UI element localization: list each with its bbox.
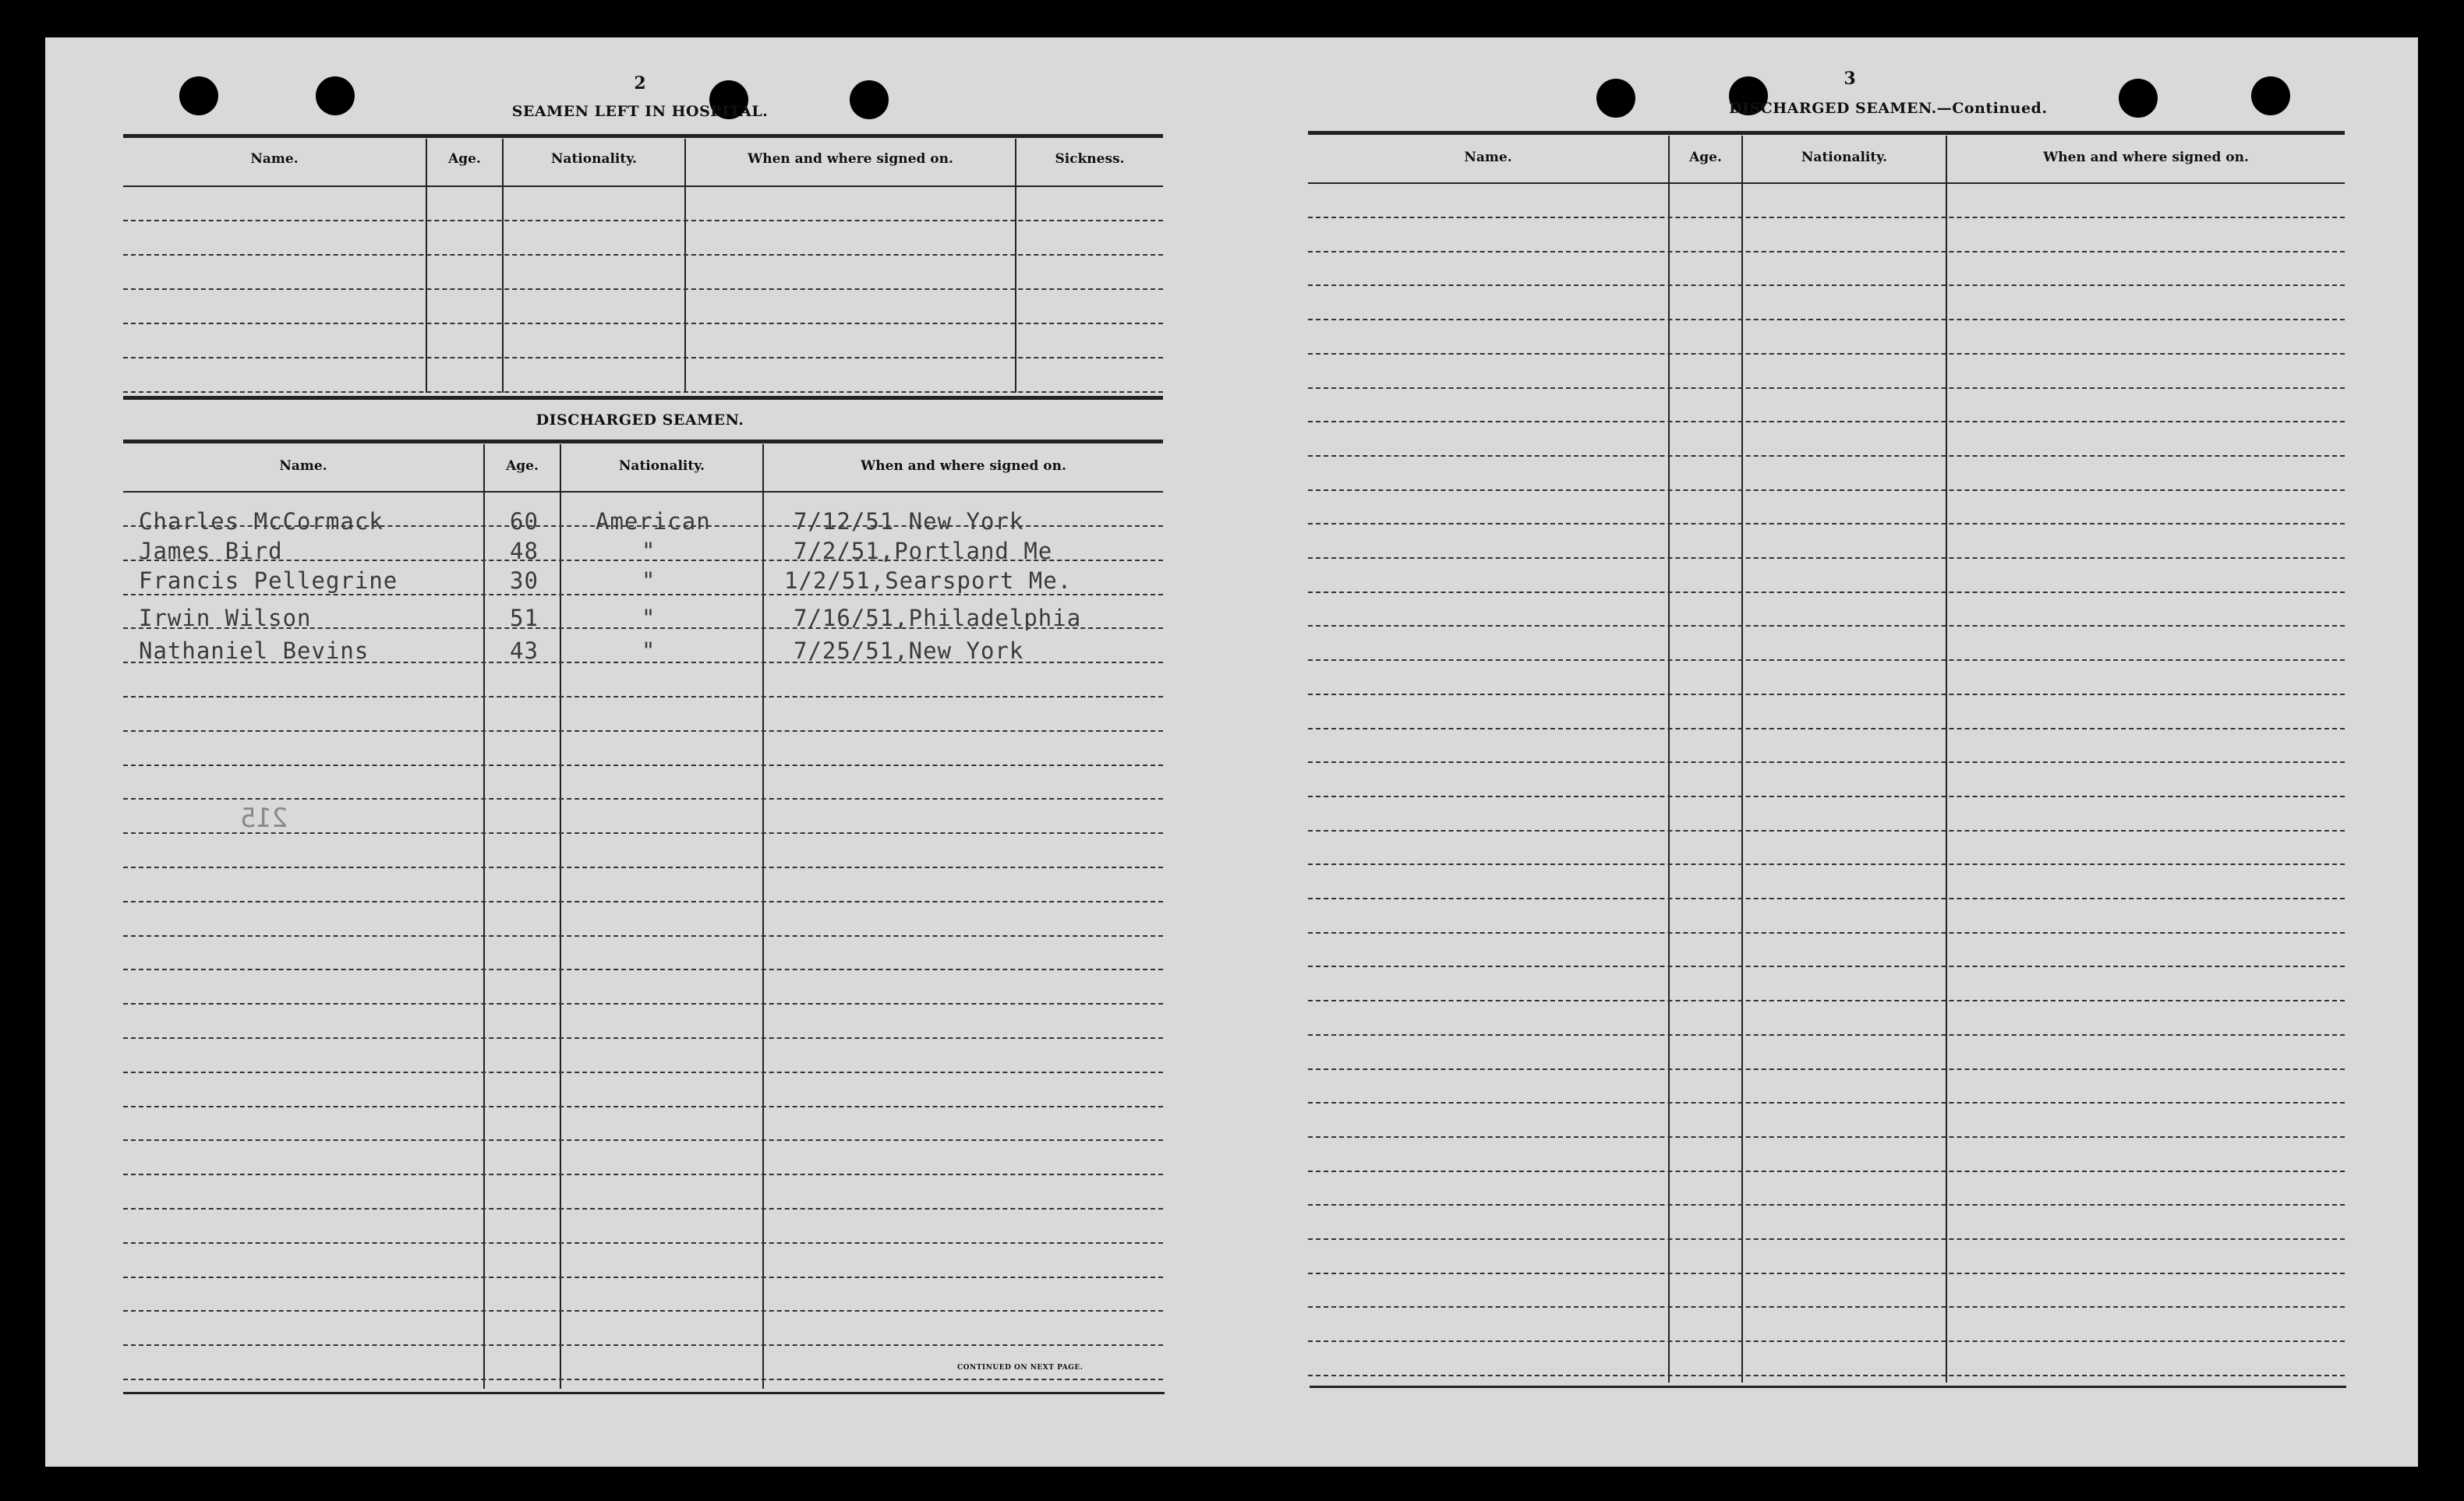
ruled-line bbox=[1308, 557, 2345, 559]
discharged-section-title: DISCHARGED SEAMEN. bbox=[536, 411, 744, 429]
ruled-line bbox=[123, 254, 1163, 256]
ruled-line bbox=[1308, 1000, 2345, 1001]
header-bottom-rule bbox=[123, 185, 1163, 187]
column-header-nationality: Nationality. bbox=[550, 151, 638, 167]
seaman-signed-on: 7/16/51,Philadelphia bbox=[794, 605, 1082, 631]
ruled-line bbox=[123, 391, 1163, 393]
seaman-name: Francis Pellegrine bbox=[139, 567, 398, 594]
ruled-line bbox=[1308, 523, 2345, 524]
seaman-name: Nathaniel Bevins bbox=[139, 637, 369, 664]
ruled-line bbox=[1308, 489, 2345, 491]
ruled-line bbox=[123, 1277, 1163, 1278]
seaman-signed-on: 7/12/51 New York bbox=[794, 508, 1024, 535]
seaman-name: James Bird bbox=[139, 538, 283, 564]
ruled-line bbox=[1308, 1171, 2345, 1172]
ruled-line bbox=[1308, 1340, 2345, 1342]
ruled-line bbox=[1308, 966, 2345, 967]
ruled-line bbox=[1308, 1136, 2345, 1138]
seaman-nationality: " bbox=[642, 605, 656, 631]
ruled-line bbox=[123, 1242, 1163, 1244]
column-header-signed-on: When and where signed on. bbox=[748, 151, 953, 167]
table-bottom-rule bbox=[1310, 1386, 2346, 1388]
ruled-line bbox=[1308, 251, 2345, 253]
column-header-nationality: Nationality. bbox=[1801, 150, 1888, 165]
ruled-line bbox=[1308, 761, 2345, 763]
seaman-name: Irwin Wilson bbox=[139, 605, 312, 631]
ruled-line bbox=[1308, 898, 2345, 899]
column-header-age: Age. bbox=[506, 458, 539, 474]
seaman-name: Charles McCormack bbox=[139, 508, 384, 535]
hospital-section-title: SEAMEN LEFT IN HOSPITAL. bbox=[511, 103, 769, 120]
column-divider bbox=[1741, 136, 1743, 1383]
seaman-nationality: " bbox=[642, 637, 656, 664]
ruled-line bbox=[123, 901, 1163, 902]
column-header-name: Name. bbox=[279, 458, 327, 474]
document-sheet bbox=[45, 37, 2418, 1467]
header-bottom-rule bbox=[123, 491, 1163, 493]
ruled-line bbox=[1308, 830, 2345, 832]
seaman-nationality: American bbox=[596, 508, 711, 535]
ruled-line bbox=[123, 288, 1163, 290]
ruled-line bbox=[123, 1106, 1163, 1107]
column-divider bbox=[426, 139, 427, 393]
ruled-line bbox=[1308, 932, 2345, 934]
ruled-line bbox=[123, 1003, 1163, 1005]
ruled-line bbox=[1308, 1068, 2345, 1070]
section-divider-rule bbox=[123, 396, 1163, 400]
ruled-line bbox=[123, 969, 1163, 970]
ruled-line bbox=[123, 867, 1163, 868]
seaman-signed-on: 7/2/51,Portland Me bbox=[794, 538, 1053, 564]
ruled-line bbox=[123, 935, 1163, 937]
column-header-sickness: Sickness. bbox=[1055, 151, 1125, 167]
ruled-line bbox=[123, 730, 1163, 732]
ruled-line bbox=[1308, 455, 2345, 457]
ruled-line bbox=[123, 765, 1163, 766]
column-divider bbox=[1015, 139, 1016, 393]
ruled-line bbox=[123, 798, 1163, 800]
ruled-line bbox=[1308, 1375, 2345, 1376]
table-top-rule bbox=[123, 440, 1163, 443]
column-divider bbox=[560, 444, 561, 1389]
ruled-line bbox=[123, 1344, 1163, 1346]
ruled-line bbox=[1308, 592, 2345, 593]
column-header-signed-on: When and where signed on. bbox=[2043, 150, 2249, 165]
ruled-line bbox=[1308, 1204, 2345, 1206]
column-header-age: Age. bbox=[1689, 150, 1722, 165]
ruled-line bbox=[123, 357, 1163, 358]
seaman-age: 60 bbox=[510, 508, 539, 535]
column-divider bbox=[762, 444, 764, 1389]
ruled-line bbox=[1308, 1273, 2345, 1274]
ruled-line bbox=[1308, 694, 2345, 695]
ruled-line bbox=[123, 323, 1163, 324]
discharged-continued-title: DISCHARGED SEAMEN.—Continued. bbox=[1729, 100, 2048, 117]
column-divider bbox=[502, 139, 504, 393]
continued-note: CONTINUED ON NEXT PAGE. bbox=[957, 1364, 1084, 1372]
ruled-line bbox=[1308, 625, 2345, 627]
ruled-line bbox=[123, 696, 1163, 698]
ruled-line bbox=[123, 1139, 1163, 1141]
ruled-line bbox=[1308, 796, 2345, 797]
ruled-line bbox=[1308, 284, 2345, 286]
header-bottom-rule bbox=[1308, 182, 2345, 184]
ruled-line bbox=[1308, 1102, 2345, 1104]
ruled-line bbox=[1308, 319, 2345, 320]
ruled-line bbox=[123, 1072, 1163, 1073]
seaman-signed-on: 7/25/51,New York bbox=[794, 637, 1024, 664]
ruled-line bbox=[123, 1037, 1163, 1039]
column-header-name: Name. bbox=[1464, 150, 1512, 165]
column-divider bbox=[684, 139, 686, 393]
column-header-name: Name. bbox=[250, 151, 299, 167]
ruled-line bbox=[1308, 421, 2345, 422]
column-divider bbox=[1946, 136, 1947, 1383]
ruled-line bbox=[1308, 217, 2345, 218]
seaman-age: 48 bbox=[510, 538, 539, 564]
ruled-line bbox=[1308, 659, 2345, 661]
seaman-age: 30 bbox=[510, 567, 539, 594]
column-divider bbox=[1668, 136, 1670, 1383]
ruled-line bbox=[1308, 864, 2345, 865]
seaman-age: 51 bbox=[510, 605, 539, 631]
ruled-line bbox=[123, 220, 1163, 221]
ruled-line bbox=[123, 1208, 1163, 1210]
column-divider bbox=[483, 444, 485, 1389]
ruled-line bbox=[1308, 1306, 2345, 1308]
ruled-line bbox=[123, 1174, 1163, 1175]
seaman-signed-on: 1/2/51,Searsport Me. bbox=[784, 567, 1073, 594]
ruled-line bbox=[1308, 1238, 2345, 1240]
ruled-line bbox=[1308, 387, 2345, 389]
left-page bbox=[45, 37, 1230, 1467]
column-header-age: Age. bbox=[448, 151, 481, 167]
column-header-nationality: Nationality. bbox=[618, 458, 705, 474]
ruled-line bbox=[1308, 728, 2345, 729]
seaman-nationality: " bbox=[642, 538, 656, 564]
ruled-line bbox=[1308, 353, 2345, 355]
right-page bbox=[1230, 37, 2418, 1467]
ruled-line bbox=[1308, 1034, 2345, 1036]
table-top-rule bbox=[123, 134, 1163, 138]
faded-stamp-mark: 215 bbox=[240, 803, 288, 834]
page-number: 2 bbox=[634, 73, 646, 94]
ruled-line bbox=[123, 1379, 1163, 1380]
ruled-line bbox=[123, 1310, 1163, 1312]
seaman-nationality: " bbox=[642, 567, 656, 594]
table-top-rule bbox=[1308, 131, 2345, 135]
column-header-signed-on: When and where signed on. bbox=[861, 458, 1066, 474]
page-number: 3 bbox=[1844, 69, 1856, 89]
table-bottom-rule bbox=[123, 1392, 1165, 1394]
seaman-age: 43 bbox=[510, 637, 539, 664]
